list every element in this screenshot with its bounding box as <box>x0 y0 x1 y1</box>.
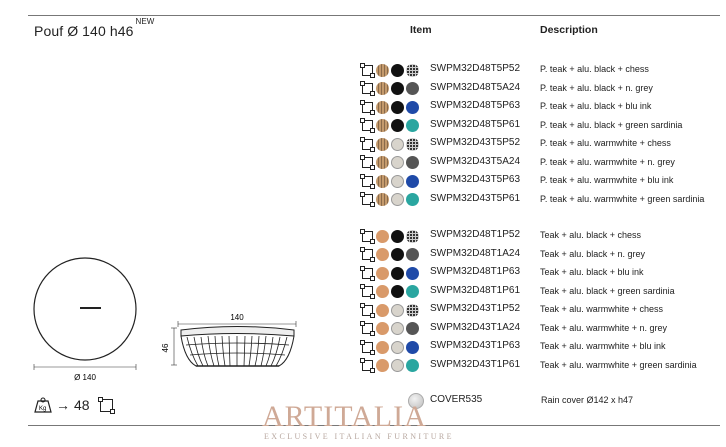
item-code: SWPM32D48T5P61 <box>430 118 521 130</box>
width-label: 140 <box>230 313 244 322</box>
cover-code: COVER535 <box>430 394 483 405</box>
item-code: SWPM32D43T5P61 <box>430 192 521 204</box>
item-code: SWPM32D43T5A24 <box>430 155 521 167</box>
item-description: Teak + alu. black + chess <box>540 230 642 240</box>
item-code: SWPM32D43T1P52 <box>430 303 521 314</box>
product-title: Pouf Ø 140 $h46^{NEW}$ <box>34 17 155 39</box>
item-code: SWPM32D43T1P63 <box>430 340 521 351</box>
item-code: SWPM32D43T5P52 <box>430 137 521 148</box>
item-description: P. teak + alu. warmwhite + blu ink <box>540 175 674 185</box>
item-description: Teak + alu. black + blu ink <box>540 267 644 277</box>
item-code: SWPM32D43T1P61 <box>430 358 521 370</box>
item-description: Teak + alu. warmwhite + green sardinia <box>540 359 697 370</box>
item-code: SWPM32D48T5P52 <box>430 63 521 74</box>
item-code: SWPM32D48T1P63 <box>430 266 521 277</box>
item-description: P. teak + alu. black + blu ink <box>540 101 652 111</box>
item-description: Teak + alu. black + green sardinia <box>540 285 675 296</box>
side-view-pouf <box>181 327 294 367</box>
item-code: SWPM32D48T5A24 <box>430 81 521 93</box>
item-description: Teak + alu. warmwhite + n. grey <box>540 322 668 333</box>
weight-arrow: → <box>56 397 70 413</box>
item-code: SWPM32D48T1A24 <box>430 247 521 259</box>
height-label: 46 <box>161 343 170 353</box>
item-description: P. teak + alu. black + n. grey <box>540 82 653 93</box>
item-description: P. teak + alu. warmwhite + chess <box>540 138 671 148</box>
item-description: Teak + alu. black + n. grey <box>540 248 646 259</box>
item-code: SWPM32D48T1P52 <box>430 229 521 240</box>
item-description: P. teak + alu. black + chess <box>540 64 649 74</box>
item-code: SWPM32D43T5P63 <box>430 174 521 185</box>
logo-tagline: EXCLUSIVE ITALIAN FURNITURE <box>264 432 454 441</box>
item-description: P. teak + alu. black + green sardinia <box>540 119 683 130</box>
item-code: SWPM32D48T5P63 <box>430 100 521 111</box>
item-description: P. teak + alu. warmwhite + green sardinia <box>540 193 705 204</box>
item-code: SWPM32D43T1A24 <box>430 321 521 333</box>
item-header: Item <box>410 24 432 36</box>
item-description: Teak + alu. warmwhite + blu ink <box>540 341 666 351</box>
artitalia-logo: ARTITALIA <box>262 400 427 433</box>
item-code: SWPM32D48T1P61 <box>430 284 521 296</box>
diameter-label: Ø 140 <box>74 373 96 382</box>
description-header: Description <box>540 24 598 36</box>
new-badge: NEW <box>135 17 155 27</box>
item-description: P. teak + alu. warmwhite + n. grey <box>540 156 675 167</box>
weight-value: 48 <box>74 397 90 413</box>
cover-description: Rain cover Ø142 x h47 <box>541 395 634 405</box>
weight-unit: Kg <box>39 406 47 412</box>
item-description: Teak + alu. warmwhite + chess <box>540 304 664 314</box>
